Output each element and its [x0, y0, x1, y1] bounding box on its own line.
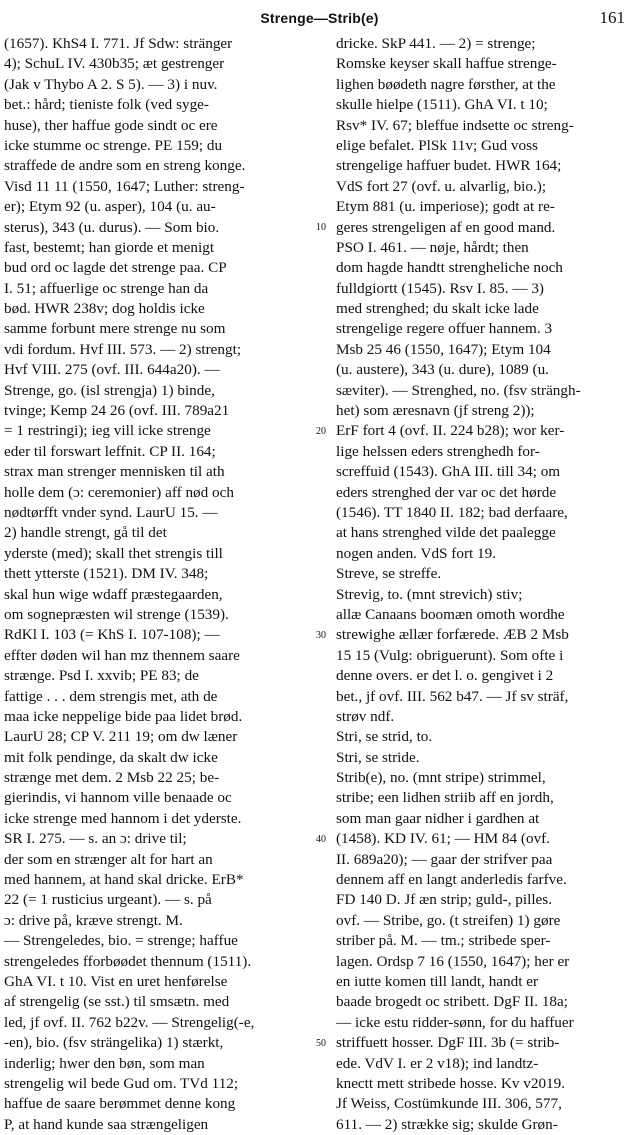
text-line: dricke. SkP 441. — 2) = strenge;	[336, 35, 536, 52]
text-line: 15 15 (Vulg: obriguerunt). Som ofte i	[336, 646, 564, 664]
text-line: knectt mett stribede hosse. Kv v2019.	[336, 1074, 566, 1092]
text-line: vdi fordum. Hvf III. 573. — 2) strengt;	[4, 340, 242, 358]
text-line: yderste (med); skall thet strengis till	[4, 544, 223, 562]
text-line: med hannem, at hand skal dricke. ErB*	[4, 871, 244, 889]
text-line: ErF fort 4 (ovf. II. 224 b28); wor ker-	[336, 422, 565, 440]
text-line: strænge met dem. 2 Msb 22 25; be-	[4, 769, 220, 787]
line-number: 20	[316, 425, 326, 437]
text-line: nogen anden. VdS fort 19.	[336, 544, 497, 562]
text-line: thett ytterste (1521). DM IV. 348;	[4, 565, 209, 583]
text-line: fast, bestemt; han giorde et menigt	[4, 238, 215, 256]
text-line: huse), ther haffue gode sindt oc ere	[4, 116, 218, 134]
text-line: — icke estu ridder-sønn, for du haffuer	[336, 1013, 574, 1031]
text-line: (u. austere), 343 (u. dure), 1089 (u.	[336, 361, 549, 379]
text-line: striffuett hosser. DgF III. 3b (= strib-	[336, 1034, 560, 1052]
text-line: P, at hand kunde saa strængeligen	[4, 1115, 209, 1133]
text-line: strænge. Psd I. xxvib; PE 83; de	[4, 667, 199, 685]
text-line: ɔ: drive på, kræve strengt. M.	[4, 911, 183, 929]
text-line: I. 51; affuerlige oc strenge han da	[4, 279, 209, 297]
text-line: stribe; een lidhen striib aff en jordh,	[336, 789, 554, 807]
text-line: Stri, se strid, to.	[336, 728, 433, 746]
line-number: 40	[316, 833, 326, 845]
text-line: 2) handle strengt, gå til det	[4, 524, 167, 542]
text-line: strewighe ællær forfærede. ÆB 2 Msb	[336, 626, 569, 644]
text-line: fulldgiortt (1545). Rsv I. 85. — 3)	[336, 279, 544, 297]
right-column	[336, 34, 636, 1135]
text-line: fattige . . . dem strengis met, ath de	[4, 687, 218, 705]
line-number: 30	[316, 629, 326, 641]
text-line: sterus), 343 (u. durus). — Som bio.	[4, 218, 220, 236]
text-line: RdKl I. 103 (= KhS I. 107-108); —	[4, 626, 220, 644]
text-line: som man gaar nidher i gardhen at	[336, 809, 540, 827]
text-line: Stri, se stride.	[336, 748, 420, 766]
text-line: — Strengeledes, bio. = strenge; haffue	[4, 932, 238, 950]
text-line: sæviter). — Strenghed, no. (fsv strängh-	[336, 381, 581, 399]
text-line: holle dem (ɔ: ceremonier) aff nød och	[4, 483, 234, 501]
text-line: lagen. Ordsp 7 16 (1550, 1647); her er	[336, 952, 570, 970]
text-line: Hvf VIII. 275 (ovf. III. 644a20). —	[4, 361, 220, 379]
text-line: om sognepræsten wil strenge (1539).	[4, 605, 229, 623]
text-line: en iutte komen till landt, handt er	[336, 972, 539, 990]
text-line: geres strengeligen af en good mand.	[336, 218, 556, 236]
text-line: (1458). KD IV. 61; — HM 84 (ovf.	[336, 830, 551, 848]
text-line: skulle hielpe (1511). GhA VI. t 10;	[336, 96, 548, 114]
text-line: (1657). KhS4 I. 771. Jf Sdw: stränger	[4, 35, 233, 52]
text-line: bud ord oc lagde det strenge paa. CP	[4, 259, 227, 277]
text-line: SR I. 275. — s. an ɔ: drive til;	[4, 830, 187, 848]
text-line: II. 689a20); — gaar der strifver paa	[336, 850, 553, 868]
text-line: PSO I. 461. — nøje, hårdt; then	[336, 238, 529, 256]
text-line: lighen bøødeth nagre førsther, at the	[336, 75, 556, 93]
text-line: strengelig wil bede Gud om. TVd 112;	[4, 1074, 239, 1092]
text-line: effter døden wil han mz thennem saare	[4, 646, 240, 664]
text-line: baade brogedt oc stribett. DgF II. 18a;	[336, 993, 568, 1011]
text-line: tvinge; Kemp 24 26 (ovf. III. 789a21	[4, 402, 230, 420]
text-line: gierindis, vi hannom ville benaade oc	[4, 789, 232, 807]
text-line: haffue de saare berømmet denne kong	[4, 1095, 236, 1113]
page-header	[0, 6, 639, 34]
text-line: VdS fort 27 (ovf. u. alvarlig, bio.);	[336, 177, 547, 195]
text-line: bød. HWR 238v; dog holdis icke	[4, 300, 205, 318]
text-line: nødtørfft vnder synd. LaurU 15. —	[4, 503, 218, 521]
text-line: samme forbunt mere strenge nu som	[4, 320, 226, 338]
text-line: maa icke neppelige bide paa lidet brød.	[4, 707, 243, 725]
text-line: FD 140 D. Jf æn strip; guld-, pilles.	[336, 891, 553, 909]
text-line: lige helssen eders strenghedh for-	[336, 442, 540, 460]
text-line: strøv ndf.	[336, 707, 395, 725]
left-column	[4, 34, 304, 1135]
text-line: er); Etym 92 (u. asper), 104 (u. au-	[4, 198, 216, 216]
text-line: (Jak v Thybo A 2. S 5). — 3) i nuv.	[4, 75, 218, 93]
text-line: med strenghed; du skalt icke lade	[336, 300, 539, 318]
text-line: allæ Canaans boomæn omoth wordhe	[336, 605, 565, 623]
text-line: skal hun wige wdaff præstegaarden,	[4, 585, 223, 603]
line-number: 50	[316, 1037, 326, 1049]
page-number: 161	[599, 8, 625, 27]
text-line: Streve, se streffe.	[336, 565, 442, 583]
text-line: dennem aff en langt anderledis farfve.	[336, 871, 567, 889]
text-line: Etym 881 (u. imperiose); godt at re-	[336, 198, 555, 216]
text-line: Rsv* IV. 67; bleffue indsette oc streng-	[336, 116, 574, 134]
text-line: ede. VdV I. er 2 v18); ind landtz-	[336, 1054, 539, 1072]
text-line: af strengelig (se sst.) til smsætn. med	[4, 993, 230, 1011]
text-line: 22 (= 1 rusticius urgeant). — s. på	[4, 891, 212, 909]
text-line: Visd 11 11 (1550, 1647; Luther: streng-	[4, 177, 245, 195]
text-line: elige befalet. PlSk 11v; Gud voss	[336, 136, 538, 154]
text-line: screffuid (1543). GhA III. till 34; om	[336, 463, 561, 481]
text-line: = 1 restringi); ieg vill icke strenge	[4, 422, 211, 440]
text-line: dom hagde handtt strengheliche noch	[336, 259, 563, 277]
text-line: Strevig, to. (mnt strevich) stiv;	[336, 585, 523, 603]
text-line: inderlig; hwer den bøn, som man	[4, 1054, 205, 1072]
text-line: strengeledes fforbøødet thennum (1511).	[4, 952, 252, 970]
text-line: -en), bio. (fsv strängelika) 1) stærkt,	[4, 1034, 224, 1052]
text-line: strengelige haffuer budet. HWR 164;	[336, 157, 562, 175]
text-line: Jf Weiss, Costümkunde III. 306, 577,	[336, 1095, 562, 1113]
text-line: Romske keyser skall haffue strenge-	[336, 55, 557, 73]
text-line: ovf. — Stribe, go. (t streifen) 1) gøre	[336, 911, 561, 929]
text-line: Strenge, go. (isl strengja) 1) binde,	[4, 381, 215, 399]
text-line: eder til forswart leffnit. CP II. 164;	[4, 442, 216, 460]
text-line: at hans strenghed vilde det paalegge	[336, 524, 556, 542]
text-line: het) som æresnavn (jf streng 2));	[336, 402, 535, 420]
text-line: strax man strenger mennisken til ath	[4, 463, 225, 481]
text-line: led, jf ovf. II. 762 b22v. — Strengelig(-e,	[4, 1013, 255, 1031]
text-line: strengelige regere offuer hannem. 3	[336, 320, 553, 338]
text-line: bet.: hård; tieniste folk (ved syge-	[4, 96, 209, 114]
text-line: mit folk pendinge, da skalt dw icke	[4, 748, 218, 766]
text-line: 4); SchuL IV. 430b35; æt gestrenger	[4, 55, 225, 73]
text-line: straffede de andre som en streng konge.	[4, 157, 246, 175]
text-line: GhA VI. t 10. Vist en uret henførelse	[4, 972, 228, 990]
line-number: 10	[316, 221, 326, 233]
text-line: der som en strænger alt for hart an	[4, 850, 213, 868]
text-line: Msb 25 46 (1550, 1647); Etym 104	[336, 340, 551, 358]
text-line: denne overs. er det l. o. gengivet i 2	[336, 667, 554, 685]
text-line: 611. — 2) strække sig; skulde Grøn-	[336, 1115, 558, 1133]
text-line: LaurU 28; CP V. 211 19; om dw læner	[4, 728, 238, 746]
text-line: Strib(e), no. (mnt stripe) strimmel,	[336, 769, 546, 787]
text-line: eders strenghed der var oc det hørde	[336, 483, 557, 501]
text-line: icke stumme oc strenge. PE 159; du	[4, 136, 223, 154]
text-line: (1546). TT 1840 II. 182; bad derfaare,	[336, 503, 568, 521]
running-head: Strenge—Strib(e)	[260, 10, 379, 26]
text-line: icke strenge med hannom i det yderste.	[4, 809, 242, 827]
text-line: bet., jf ovf. III. 562 b47. — Jf sv sträf,	[336, 687, 569, 705]
text-line: striber på. M. — tm.; stribede sper-	[336, 932, 551, 950]
